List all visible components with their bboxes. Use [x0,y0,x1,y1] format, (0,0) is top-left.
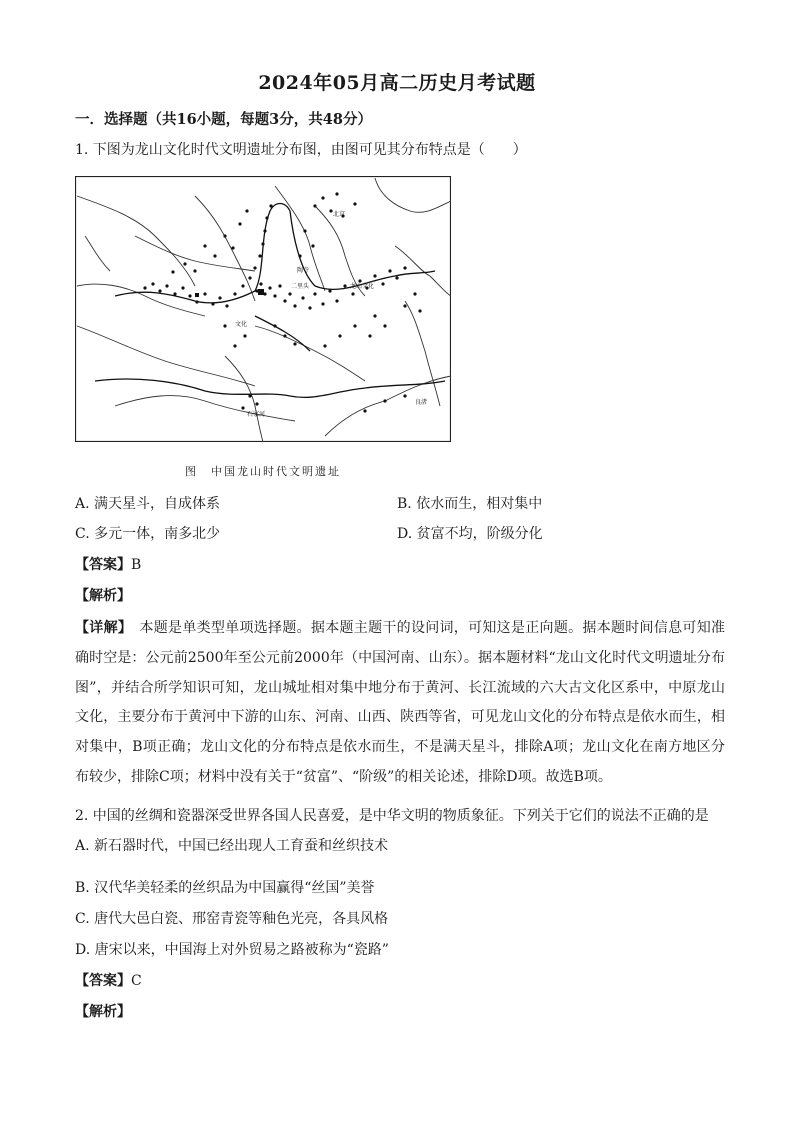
q1-detail-tag: 【详解】 [75,620,126,636]
q2-answer-value: C [131,973,142,989]
question-1-stem: 1. 下图为龙山文化时代文明遗址分布图，由图可见其分布特点是（ ） [75,142,527,158]
q1-answer-tag: 【答案】 [75,557,131,573]
q2-option-b: B. 汉代华美轻柔的丝织品为中国赢得“丝国”美誉 [75,880,375,896]
q2-analysis-tag: 【解析】 [75,1004,131,1020]
q2-answer-tag: 【答案】 [75,973,131,989]
question-2-stem: 2. 中国的丝绸和瓷器深受世界各国人民喜爱，是中华文明的物质象征。下列关于它们的说法不正确的是 [75,808,709,824]
q2-option-a: A. 新石器时代，中国已经出现人工育蚕和丝织技术 [75,838,389,854]
map-frame [76,177,451,442]
q2-option-c: C. 唐代大邑白瓷、邢窑青瓷等釉色光亮，各具风格 [75,911,389,927]
longshan-site-map [75,176,451,442]
map-caption: 图 中国龙山时代文明遗址 [185,465,341,478]
q1-analysis-tag: 【解析】 [75,588,131,604]
q1-detail-text: 本题是单类型单项选择题。据本题主题干的设问词，可知这是正向题。据本题时间信息可知准确时空是：公元前2500年至公元前2000年（中国河南、山东）。据本题材料“龙山文化时代文明遗址分布图”，并结合所学知识可知，龙山城址相对集中地分布于黄河、长江流域的六大古文化区系中，中原龙山文化，主要分布于黄河中下游的山东、河南、山西、陕西等省，可见龙山文化的分布特点是依水而生，相对集中，B项正确；龙山文化的分布特点是依水而生，不是满天星斗，排除A项；龙山文化在南方地区分布较少，排除C项；材料中没有关于“贫富”、“阶级”的相关论述，排除D项。故选B项。 [75,620,726,785]
map-label-longshan: 龙山文化 [350,283,375,290]
q1-answer [75,555,141,575]
map-label-taosi: 陶寺 [297,267,310,274]
map-label-shijiahe: 石家河 [247,411,266,418]
q1-option-a: A. 满天星斗，自成体系 [75,496,221,512]
q1-answer-value: B [131,557,142,573]
map-label-beijing: 北京 [333,211,346,218]
map-label-wenhua: 文化 [235,321,248,328]
section-heading: 一．选择题（共16小题，每题3分，共48分） [75,111,372,128]
map-label-liangzhu: 良渚 [415,399,428,406]
q1-option-c: C. 多元一体，南多北少 [75,526,221,542]
q2-answer [75,971,142,991]
q2-option-d: D. 唐宋以来，中国海上对外贸易之路被称为“瓷路” [75,942,389,958]
map-label-erligang: 二里头 [291,283,310,290]
page-title: 2024年05月高二历史月考试题 [258,72,536,94]
q1-detail [75,614,725,793]
q1-option-d: D. 贫富不均，阶级分化 [397,526,543,542]
q1-option-b: B. 依水而生，相对集中 [397,496,543,512]
